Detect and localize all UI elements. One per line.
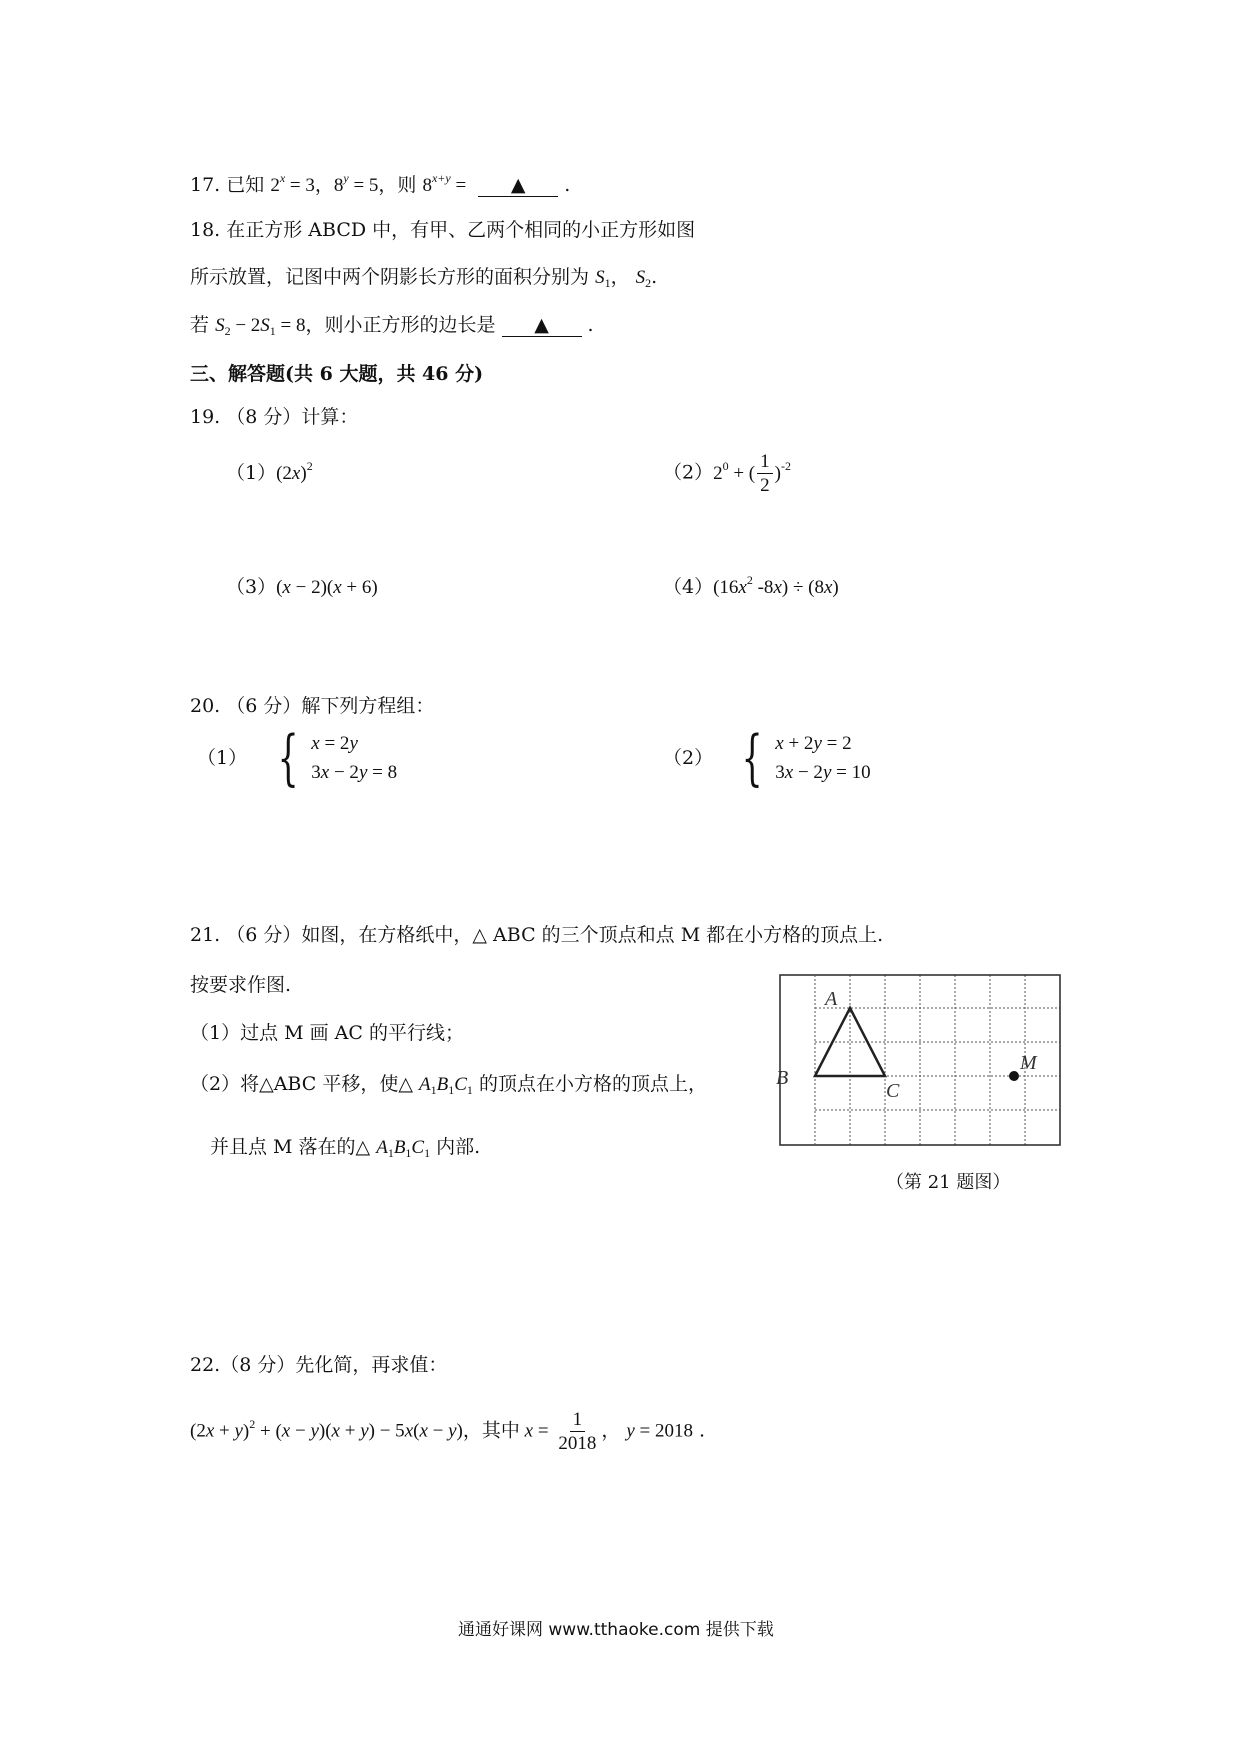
q19-item2: $(2)2^0$ + ( $\frac{1}{2}$ )$^{-2}$ — [663, 451, 791, 496]
q22-title: 22.（8 分）先化简，再求值： — [190, 1354, 448, 1376]
triangle-icon: ▲ — [510, 174, 526, 196]
q21-item3-b: 内部. — [436, 1136, 481, 1158]
q18-line1: 18. 在正方形 ABCD 中，有甲、乙两个相同的小正方形如图 — [190, 219, 696, 241]
q21-figure-caption: （第 21 题图） — [886, 1172, 1011, 1193]
q22-where: 其中 — [481, 1419, 520, 1442]
q21-item2: （2）将△ABC 平移，使△ $A_1B_1C_1$ 的顶点在小方格的顶点上， — [190, 1073, 707, 1097]
q21-line1: 21. （6 分）如图，在方格纸中，△ ABC 的三个顶点和点 M 都在小方格的顶点上. — [190, 924, 884, 946]
q22-expression: $(2x + y)^2 + (x - y)(x + y) - 5x(x - y)$，其中 x = $\frac{1}{2018}$ ， y = 2018 . — [190, 1409, 706, 1454]
section3-title: 三、解答题(共 6 大题，共 46 分) — [190, 363, 484, 385]
q19-title: 19. （8 分）计算： — [190, 406, 359, 428]
triangle-abc — [815, 1008, 885, 1076]
equation-system-1: { x = 2y 3x − 2y = 8 — [277, 723, 398, 793]
label-b: B — [776, 1067, 789, 1089]
q21-grid-figure — [770, 965, 1070, 1155]
q21-item2-a: （2）将△ABC 平移，使△ — [190, 1073, 413, 1095]
q18-answer-blank — [502, 316, 582, 337]
q19-label-2: （2） — [663, 461, 714, 484]
q19-label-4: （4） — [663, 576, 714, 598]
q18-line2: 所示放置，记图中两个阴影长方形的面积分别为 $S_1$， $S_2$. — [190, 266, 658, 290]
label-c: C — [886, 1080, 900, 1102]
q20-item2 — [663, 723, 871, 793]
triangle-icon: ▲ — [534, 314, 549, 336]
q21-item1: （1）过点 M 画 AC 的平行线； — [190, 1022, 464, 1044]
q20-title: 20. （6 分）解下列方程组： — [190, 695, 435, 717]
q20-item1 — [197, 723, 398, 793]
q21-item3: 并且点 M 落在的△ $A_1B_1C_1$ 内部. — [210, 1136, 481, 1160]
q20-label-1: （1） — [197, 746, 248, 769]
q21-line2: 按要求作图. — [190, 974, 292, 996]
q21-item3-a: 并且点 M 落在的△ — [210, 1136, 371, 1158]
q21-item2-b: 的顶点在小方格的顶点上， — [478, 1073, 707, 1095]
q18-line3-suffix: 则小正方形的边长是 — [324, 314, 496, 336]
equation-system-2: { x + 2y = 2 3x − 2y = 10 — [741, 723, 871, 793]
q19-label-3: （3） — [226, 576, 277, 598]
label-a: A — [825, 988, 838, 1010]
q18-line3-prefix: 若 — [190, 314, 210, 336]
q19-item1: $(1)(2x)^2$ — [226, 459, 313, 484]
q18-line3: 若 $S_2 - 2S_1 = 8$，则小正方形的边长是 ▲ . — [190, 314, 594, 338]
q19-label-1: （1） — [226, 462, 277, 484]
q17-prefix: 17. 已知 — [190, 174, 265, 196]
q17-line: 17. 已知 $2^x = 3$，$8^y = 5$，则 $8^{x+y}$ = ▲ . — [190, 171, 571, 196]
footer-text: 通通好课网 www.tthaoke.com 提供下载 — [458, 1620, 774, 1640]
label-m: M — [1020, 1052, 1037, 1074]
q19-item3: （3）(x − 2)(x + 6) — [226, 576, 378, 598]
point-m — [1009, 1071, 1019, 1081]
q17-answer-blank — [478, 176, 558, 197]
q20-label-2: （2） — [663, 746, 714, 769]
q19-item4: $(4)(16x^2$ -8x) ÷ (8x) — [663, 573, 839, 598]
q18-line2-text: 所示放置，记图中两个阴影长方形的面积分别为 — [190, 266, 590, 288]
